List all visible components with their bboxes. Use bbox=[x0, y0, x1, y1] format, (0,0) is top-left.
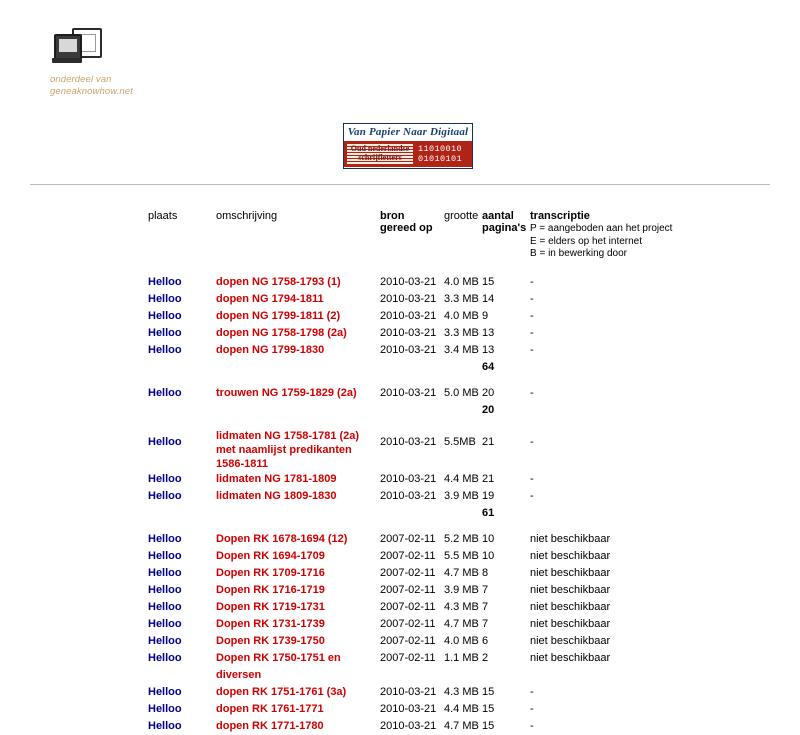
cell-plaats: Helloo bbox=[148, 489, 182, 502]
cell-omschrijving bbox=[216, 505, 380, 522]
cell-plaats bbox=[148, 402, 216, 419]
cell-aantal-paginas: 19 bbox=[482, 489, 495, 502]
column-header-bron-line1: bron bbox=[380, 210, 405, 222]
computer-monitors-icon bbox=[50, 28, 106, 66]
table-row bbox=[148, 718, 730, 735]
cell-plaats: Helloo bbox=[148, 386, 182, 399]
cell-bron: 2007-02-11 bbox=[380, 583, 436, 596]
cell-bron bbox=[380, 359, 444, 376]
cell-transcriptie: niet beschikbaar bbox=[530, 532, 611, 545]
row-gap-cell bbox=[148, 376, 730, 385]
column-header-aantal-line1: aantal bbox=[482, 210, 514, 222]
cell-bron: 2010-03-21 bbox=[380, 275, 437, 288]
row-gap bbox=[148, 376, 730, 385]
cell-bron: 2007-02-11 bbox=[380, 532, 436, 545]
cell-transcriptie: niet beschikbaar bbox=[530, 583, 611, 596]
legend-line-2: E = elders op het internet bbox=[530, 235, 643, 247]
cell-omschrijving-link[interactable]: dopen RK 1771-1780 bbox=[216, 719, 324, 732]
cell-omschrijving-link[interactable]: lidmaten NG 1781-1809 bbox=[216, 472, 337, 485]
cell-omschrijving-link[interactable]: dopen NG 1794-1811 bbox=[216, 292, 324, 305]
cell-transcriptie: niet beschikbaar bbox=[530, 651, 611, 664]
cell-plaats: Helloo bbox=[148, 472, 182, 485]
cell-omschrijving-link[interactable]: Dopen RK 1731-1739 bbox=[216, 617, 325, 630]
cell-omschrijving-link[interactable]: trouwen NG 1759-1829 (2a) bbox=[216, 386, 357, 399]
cell-transcriptie: - bbox=[530, 309, 534, 322]
table-row-subtotal bbox=[148, 402, 730, 419]
cell-omschrijving-link[interactable]: Dopen RK 1739-1750 bbox=[216, 634, 325, 647]
cell-plaats: Helloo bbox=[148, 292, 182, 305]
cell-omschrijving-link[interactable]: lidmaten NG 1809-1830 bbox=[216, 489, 337, 502]
project-banner[interactable] bbox=[343, 123, 473, 169]
cell-aantal-paginas: 15 bbox=[482, 719, 495, 732]
cell-bron: 2010-03-21 bbox=[380, 719, 437, 732]
header-spacer bbox=[148, 260, 730, 274]
cell-aantal-paginas: 15 bbox=[482, 702, 495, 715]
table-body bbox=[148, 274, 730, 735]
cell-omschrijving-link[interactable] bbox=[216, 428, 380, 471]
cell-transcriptie: niet beschikbaar bbox=[530, 634, 611, 647]
cell-transcriptie: - bbox=[530, 685, 534, 698]
table-header bbox=[148, 210, 730, 274]
cell-transcriptie: niet beschikbaar bbox=[530, 617, 611, 630]
table-row bbox=[148, 684, 730, 701]
table-row bbox=[148, 325, 730, 342]
column-header-grootte: grootte bbox=[444, 210, 479, 222]
scans-listing bbox=[148, 210, 788, 735]
table-row-subtotal bbox=[148, 359, 730, 376]
cell-bron: 2010-03-21 bbox=[380, 343, 437, 356]
row-gap-cell bbox=[148, 522, 730, 531]
cell-omschrijving-link[interactable]: dopen NG 1799-1811 (2) bbox=[216, 309, 341, 322]
cell-omschrijving-link[interactable]: Dopen RK 1694-1709 bbox=[216, 549, 325, 562]
cell-grootte: 1.1 MB bbox=[444, 651, 479, 664]
cell-grootte: 5.0 MB bbox=[444, 386, 479, 399]
column-header-transcriptie bbox=[530, 210, 730, 260]
omschrijving-line-2: met naamlijst predikanten 1586-1811 bbox=[216, 443, 352, 470]
cell-bron: 2010-03-21 bbox=[380, 292, 437, 305]
table-row-subtotal bbox=[148, 505, 730, 522]
cell-plaats: Helloo bbox=[148, 435, 182, 448]
table-row bbox=[148, 274, 730, 291]
cell-grootte: 4.7 MB bbox=[444, 617, 479, 630]
cell-transcriptie: - bbox=[530, 435, 534, 448]
logo-caption bbox=[50, 74, 190, 98]
cell-plaats: Helloo bbox=[148, 719, 182, 732]
cell-plaats bbox=[148, 505, 216, 522]
cell-aantal-paginas: 10 bbox=[482, 549, 495, 562]
table-row bbox=[148, 650, 730, 684]
cell-omschrijving-link[interactable]: dopen RK 1761-1771 bbox=[216, 702, 324, 715]
cell-transcriptie: niet beschikbaar bbox=[530, 600, 611, 613]
cell-plaats: Helloo bbox=[148, 583, 182, 596]
cell-bron: 2010-03-21 bbox=[380, 702, 437, 715]
cell-omschrijving-link[interactable]: dopen NG 1758-1793 (1) bbox=[216, 275, 341, 288]
cell-transcriptie: niet beschikbaar bbox=[530, 566, 611, 579]
cell-subtotal-pages: 20 bbox=[482, 403, 495, 416]
banner-digits-line1: 11010010 bbox=[418, 144, 463, 154]
cell-aantal-paginas: 9 bbox=[482, 309, 489, 322]
cell-grootte: 5.2 MB bbox=[444, 532, 479, 545]
cell-plaats: Helloo bbox=[148, 326, 182, 339]
cell-omschrijving-link[interactable]: Dopen RK 1678-1694 (12) bbox=[216, 532, 348, 545]
table-row bbox=[148, 471, 730, 488]
cell-plaats: Helloo bbox=[148, 275, 182, 288]
banner-digits-line2: 01010101 bbox=[418, 154, 463, 164]
table-row bbox=[148, 308, 730, 325]
column-header-omschrijving: omschrijving bbox=[216, 210, 278, 222]
cell-omschrijving-link[interactable]: dopen NG 1758-1798 (2a) bbox=[216, 326, 347, 339]
cell-aantal-paginas: 7 bbox=[482, 600, 489, 613]
cell-grootte: 3.3 MB bbox=[444, 326, 479, 339]
cell-plaats: Helloo bbox=[148, 702, 182, 715]
cell-grootte: 5.5MB bbox=[444, 435, 476, 448]
cell-omschrijving-link[interactable]: Dopen RK 1750-1751 en diversen bbox=[216, 651, 341, 681]
cell-grootte: 4.0 MB bbox=[444, 309, 479, 322]
cell-bron: 2007-02-11 bbox=[380, 634, 436, 647]
banner-old-script-image: Oud nederlandse schrijfletters bbox=[347, 144, 413, 164]
cell-plaats: Helloo bbox=[148, 549, 182, 562]
table-row bbox=[148, 599, 730, 616]
table-row bbox=[148, 582, 730, 599]
cell-plaats: Helloo bbox=[148, 566, 182, 579]
cell-transcriptie: - bbox=[530, 386, 534, 399]
table-row bbox=[148, 385, 730, 402]
table-row bbox=[148, 291, 730, 308]
cell-omschrijving-link[interactable]: Dopen RK 1709-1716 bbox=[216, 566, 325, 579]
cell-aantal-paginas: 15 bbox=[482, 685, 495, 698]
banner-title: Van Papier Naar Digitaal bbox=[344, 124, 472, 141]
cell-omschrijving-link[interactable]: dopen NG 1799-1830 bbox=[216, 343, 325, 356]
cell-aantal-paginas: 10 bbox=[482, 532, 495, 545]
cell-grootte: 4.0 MB bbox=[444, 275, 479, 288]
cell-aantal-paginas: 2 bbox=[482, 651, 489, 664]
cell-grootte: 4.4 MB bbox=[444, 472, 479, 485]
cell-bron: 2010-03-21 bbox=[380, 309, 437, 322]
table-row bbox=[148, 565, 730, 582]
cell-grootte: 4.7 MB bbox=[444, 719, 479, 732]
cell-transcriptie: - bbox=[530, 489, 534, 502]
cell-aantal-paginas: 7 bbox=[482, 617, 489, 630]
table-row bbox=[148, 633, 730, 650]
cell-grootte: 4.3 MB bbox=[444, 685, 479, 698]
cell-omschrijving-link[interactable]: dopen RK 1751-1761 (3a) bbox=[216, 685, 347, 698]
cell-aantal-paginas: 14 bbox=[482, 292, 495, 305]
cell-plaats: Helloo bbox=[148, 309, 182, 322]
cell-omschrijving bbox=[216, 402, 380, 419]
banner-binary-digits bbox=[418, 144, 462, 164]
row-gap bbox=[148, 522, 730, 531]
cell-bron: 2010-03-21 bbox=[380, 685, 437, 698]
cell-plaats: Helloo bbox=[148, 685, 182, 698]
cell-grootte: 3.4 MB bbox=[444, 343, 479, 356]
cell-bron bbox=[380, 402, 444, 419]
row-gap bbox=[148, 419, 730, 428]
cell-bron: 2010-03-21 bbox=[380, 489, 437, 502]
cell-transcriptie: - bbox=[530, 719, 534, 732]
cell-plaats: Helloo bbox=[148, 634, 182, 647]
column-header-bron-line2: gereed op bbox=[380, 222, 433, 234]
cell-grootte: 4.3 MB bbox=[444, 600, 479, 613]
omschrijving-line-1: lidmaten NG 1758-1781 (2a) bbox=[216, 429, 360, 442]
cell-transcriptie: - bbox=[530, 472, 534, 485]
table-row bbox=[148, 616, 730, 633]
cell-grootte bbox=[444, 505, 482, 522]
cell-grootte: 3.9 MB bbox=[444, 583, 479, 596]
cell-transcriptie bbox=[530, 402, 730, 419]
cell-bron: 2010-03-21 bbox=[380, 472, 437, 485]
cell-aantal-paginas: 21 bbox=[482, 435, 495, 448]
cell-plaats bbox=[148, 359, 216, 376]
cell-bron: 2007-02-11 bbox=[380, 651, 436, 664]
cell-bron: 2007-02-11 bbox=[380, 617, 436, 630]
cell-transcriptie: niet beschikbaar bbox=[530, 549, 611, 562]
site-logo[interactable] bbox=[50, 28, 190, 98]
cell-transcriptie: - bbox=[530, 343, 534, 356]
cell-aantal-paginas: 6 bbox=[482, 634, 489, 647]
cell-bron: 2010-03-21 bbox=[380, 435, 437, 448]
column-header-bron bbox=[380, 210, 444, 260]
cell-plaats: Helloo bbox=[148, 532, 182, 545]
column-header-aantal bbox=[482, 210, 530, 260]
cell-aantal-paginas: 13 bbox=[482, 326, 495, 339]
cell-plaats: Helloo bbox=[148, 343, 182, 356]
cell-grootte: 4.0 MB bbox=[444, 634, 479, 647]
table-row bbox=[148, 428, 730, 471]
cell-transcriptie: - bbox=[530, 275, 534, 288]
cell-bron: 2007-02-11 bbox=[380, 566, 436, 579]
column-header-transcriptie-label: transcriptie bbox=[530, 210, 590, 222]
cell-aantal-paginas: 21 bbox=[482, 472, 495, 485]
logo-caption-line2: geneaknowhow.net bbox=[50, 86, 133, 97]
listing-table bbox=[148, 210, 730, 735]
cell-transcriptie: - bbox=[530, 292, 534, 305]
header-divider bbox=[30, 184, 770, 185]
banner-graphic bbox=[344, 141, 472, 167]
table-row bbox=[148, 342, 730, 359]
cell-grootte: 4.4 MB bbox=[444, 702, 479, 715]
cell-plaats: Helloo bbox=[148, 600, 182, 613]
cell-grootte bbox=[444, 402, 482, 419]
column-header-aantal-line2: pagina's bbox=[482, 222, 527, 234]
cell-transcriptie: - bbox=[530, 326, 534, 339]
cell-aantal-paginas: 13 bbox=[482, 343, 495, 356]
cell-grootte: 3.3 MB bbox=[444, 292, 479, 305]
cell-transcriptie bbox=[530, 359, 730, 376]
table-row bbox=[148, 548, 730, 565]
cell-omschrijving-link[interactable]: Dopen RK 1719-1731 bbox=[216, 600, 325, 613]
cell-grootte: 4.7 MB bbox=[444, 566, 479, 579]
logo-caption-line1: onderdeel van bbox=[50, 74, 112, 85]
cell-aantal-paginas: 7 bbox=[482, 583, 489, 596]
legend-line-3: B = in bewerking door bbox=[530, 248, 628, 259]
cell-aantal-paginas: 8 bbox=[482, 566, 489, 579]
cell-bron: 2010-03-21 bbox=[380, 326, 437, 339]
cell-omschrijving bbox=[216, 359, 380, 376]
cell-subtotal-pages: 61 bbox=[482, 506, 495, 519]
legend-line-1: P = aangeboden aan het project bbox=[530, 223, 673, 234]
table-row bbox=[148, 701, 730, 718]
cell-plaats: Helloo bbox=[148, 651, 182, 664]
row-gap-cell bbox=[148, 419, 730, 428]
cell-grootte bbox=[444, 359, 482, 376]
table-row bbox=[148, 531, 730, 548]
cell-grootte: 3.9 MB bbox=[444, 489, 479, 502]
column-header-plaats: plaats bbox=[148, 210, 178, 222]
cell-transcriptie: - bbox=[530, 702, 534, 715]
cell-bron: 2010-03-21 bbox=[380, 386, 437, 399]
cell-bron: 2007-02-11 bbox=[380, 600, 436, 613]
cell-aantal-paginas: 20 bbox=[482, 386, 495, 399]
cell-subtotal-pages: 64 bbox=[482, 360, 495, 373]
table-row bbox=[148, 488, 730, 505]
cell-aantal-paginas: 15 bbox=[482, 275, 495, 288]
cell-bron bbox=[380, 505, 444, 522]
cell-grootte: 5.5 MB bbox=[444, 549, 479, 562]
cell-transcriptie bbox=[530, 505, 730, 522]
cell-plaats: Helloo bbox=[148, 617, 182, 630]
cell-bron: 2007-02-11 bbox=[380, 549, 436, 562]
cell-omschrijving-link[interactable]: Dopen RK 1716-1719 bbox=[216, 583, 325, 596]
